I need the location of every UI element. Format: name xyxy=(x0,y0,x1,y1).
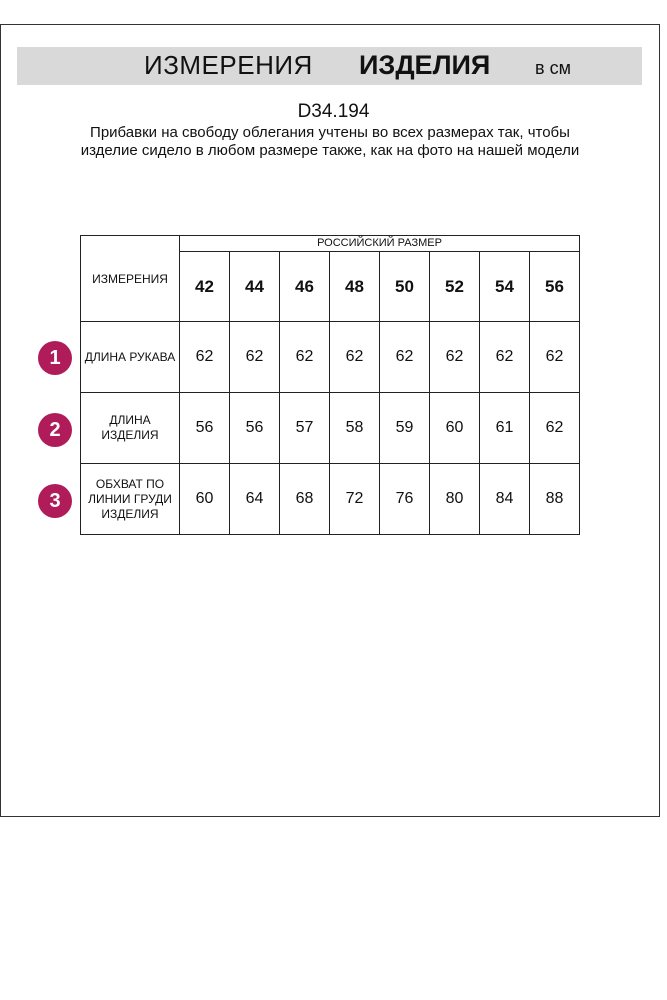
table-cell: 58 xyxy=(330,393,380,464)
table-cell: 61 xyxy=(480,393,530,464)
table-row xyxy=(81,464,580,535)
table-cell: 72 xyxy=(330,464,380,535)
table-cell: 88 xyxy=(530,464,580,535)
table-row xyxy=(81,393,580,464)
size-table xyxy=(80,235,580,535)
row-label: ДЛИНА РУКАВА xyxy=(81,322,180,393)
size-header: 54 xyxy=(480,252,530,322)
title-product: ИЗДЕЛИЯ xyxy=(359,50,491,80)
table-cell: 56 xyxy=(180,393,230,464)
size-header: 56 xyxy=(530,252,580,322)
table-cell: 56 xyxy=(230,393,280,464)
table-cell: 62 xyxy=(530,393,580,464)
table-cell: 84 xyxy=(480,464,530,535)
table-cell: 60 xyxy=(430,393,480,464)
table-cell: 62 xyxy=(480,322,530,393)
table-cell: 62 xyxy=(230,322,280,393)
table-cell: 57 xyxy=(280,393,330,464)
table-cell: 62 xyxy=(330,322,380,393)
row-label: ОБХВАТ ПО ЛИНИИ ГРУДИ ИЗДЕЛИЯ xyxy=(81,464,180,535)
table-cell: 64 xyxy=(230,464,280,535)
size-header: 48 xyxy=(330,252,380,322)
size-group-header: РОССИЙСКИЙ РАЗМЕР xyxy=(180,236,580,252)
row-number-badge: 3 xyxy=(38,484,72,518)
measure-header: ИЗМЕРЕНИЯ xyxy=(81,236,180,322)
table-cell: 60 xyxy=(180,464,230,535)
table-cell: 68 xyxy=(280,464,330,535)
size-header: 46 xyxy=(280,252,330,322)
title-measurements: ИЗМЕРЕНИЯ xyxy=(144,50,313,80)
fit-note: Прибавки на свободу облегания учтены во всех размерах так, чтобы изделие сидело в любом размере также, как на фото на нашей модели xyxy=(80,124,580,159)
row-number-badge: 2 xyxy=(38,413,72,447)
product-code: D34.194 xyxy=(297,101,370,122)
size-header: 42 xyxy=(180,252,230,322)
size-header: 52 xyxy=(430,252,480,322)
table-cell: 76 xyxy=(380,464,430,535)
row-number-badge: 1 xyxy=(38,341,72,375)
table-row xyxy=(81,322,580,393)
table-cell: 59 xyxy=(380,393,430,464)
size-header: 50 xyxy=(380,252,430,322)
row-label: ДЛИНА ИЗДЕЛИЯ xyxy=(81,393,180,464)
table-cell: 62 xyxy=(530,322,580,393)
table-cell: 62 xyxy=(280,322,330,393)
table-cell: 62 xyxy=(430,322,480,393)
title-unit: в см xyxy=(535,58,571,78)
table-cell: 80 xyxy=(430,464,480,535)
size-header: 44 xyxy=(230,252,280,322)
table-cell: 62 xyxy=(180,322,230,393)
table-cell: 62 xyxy=(380,322,430,393)
